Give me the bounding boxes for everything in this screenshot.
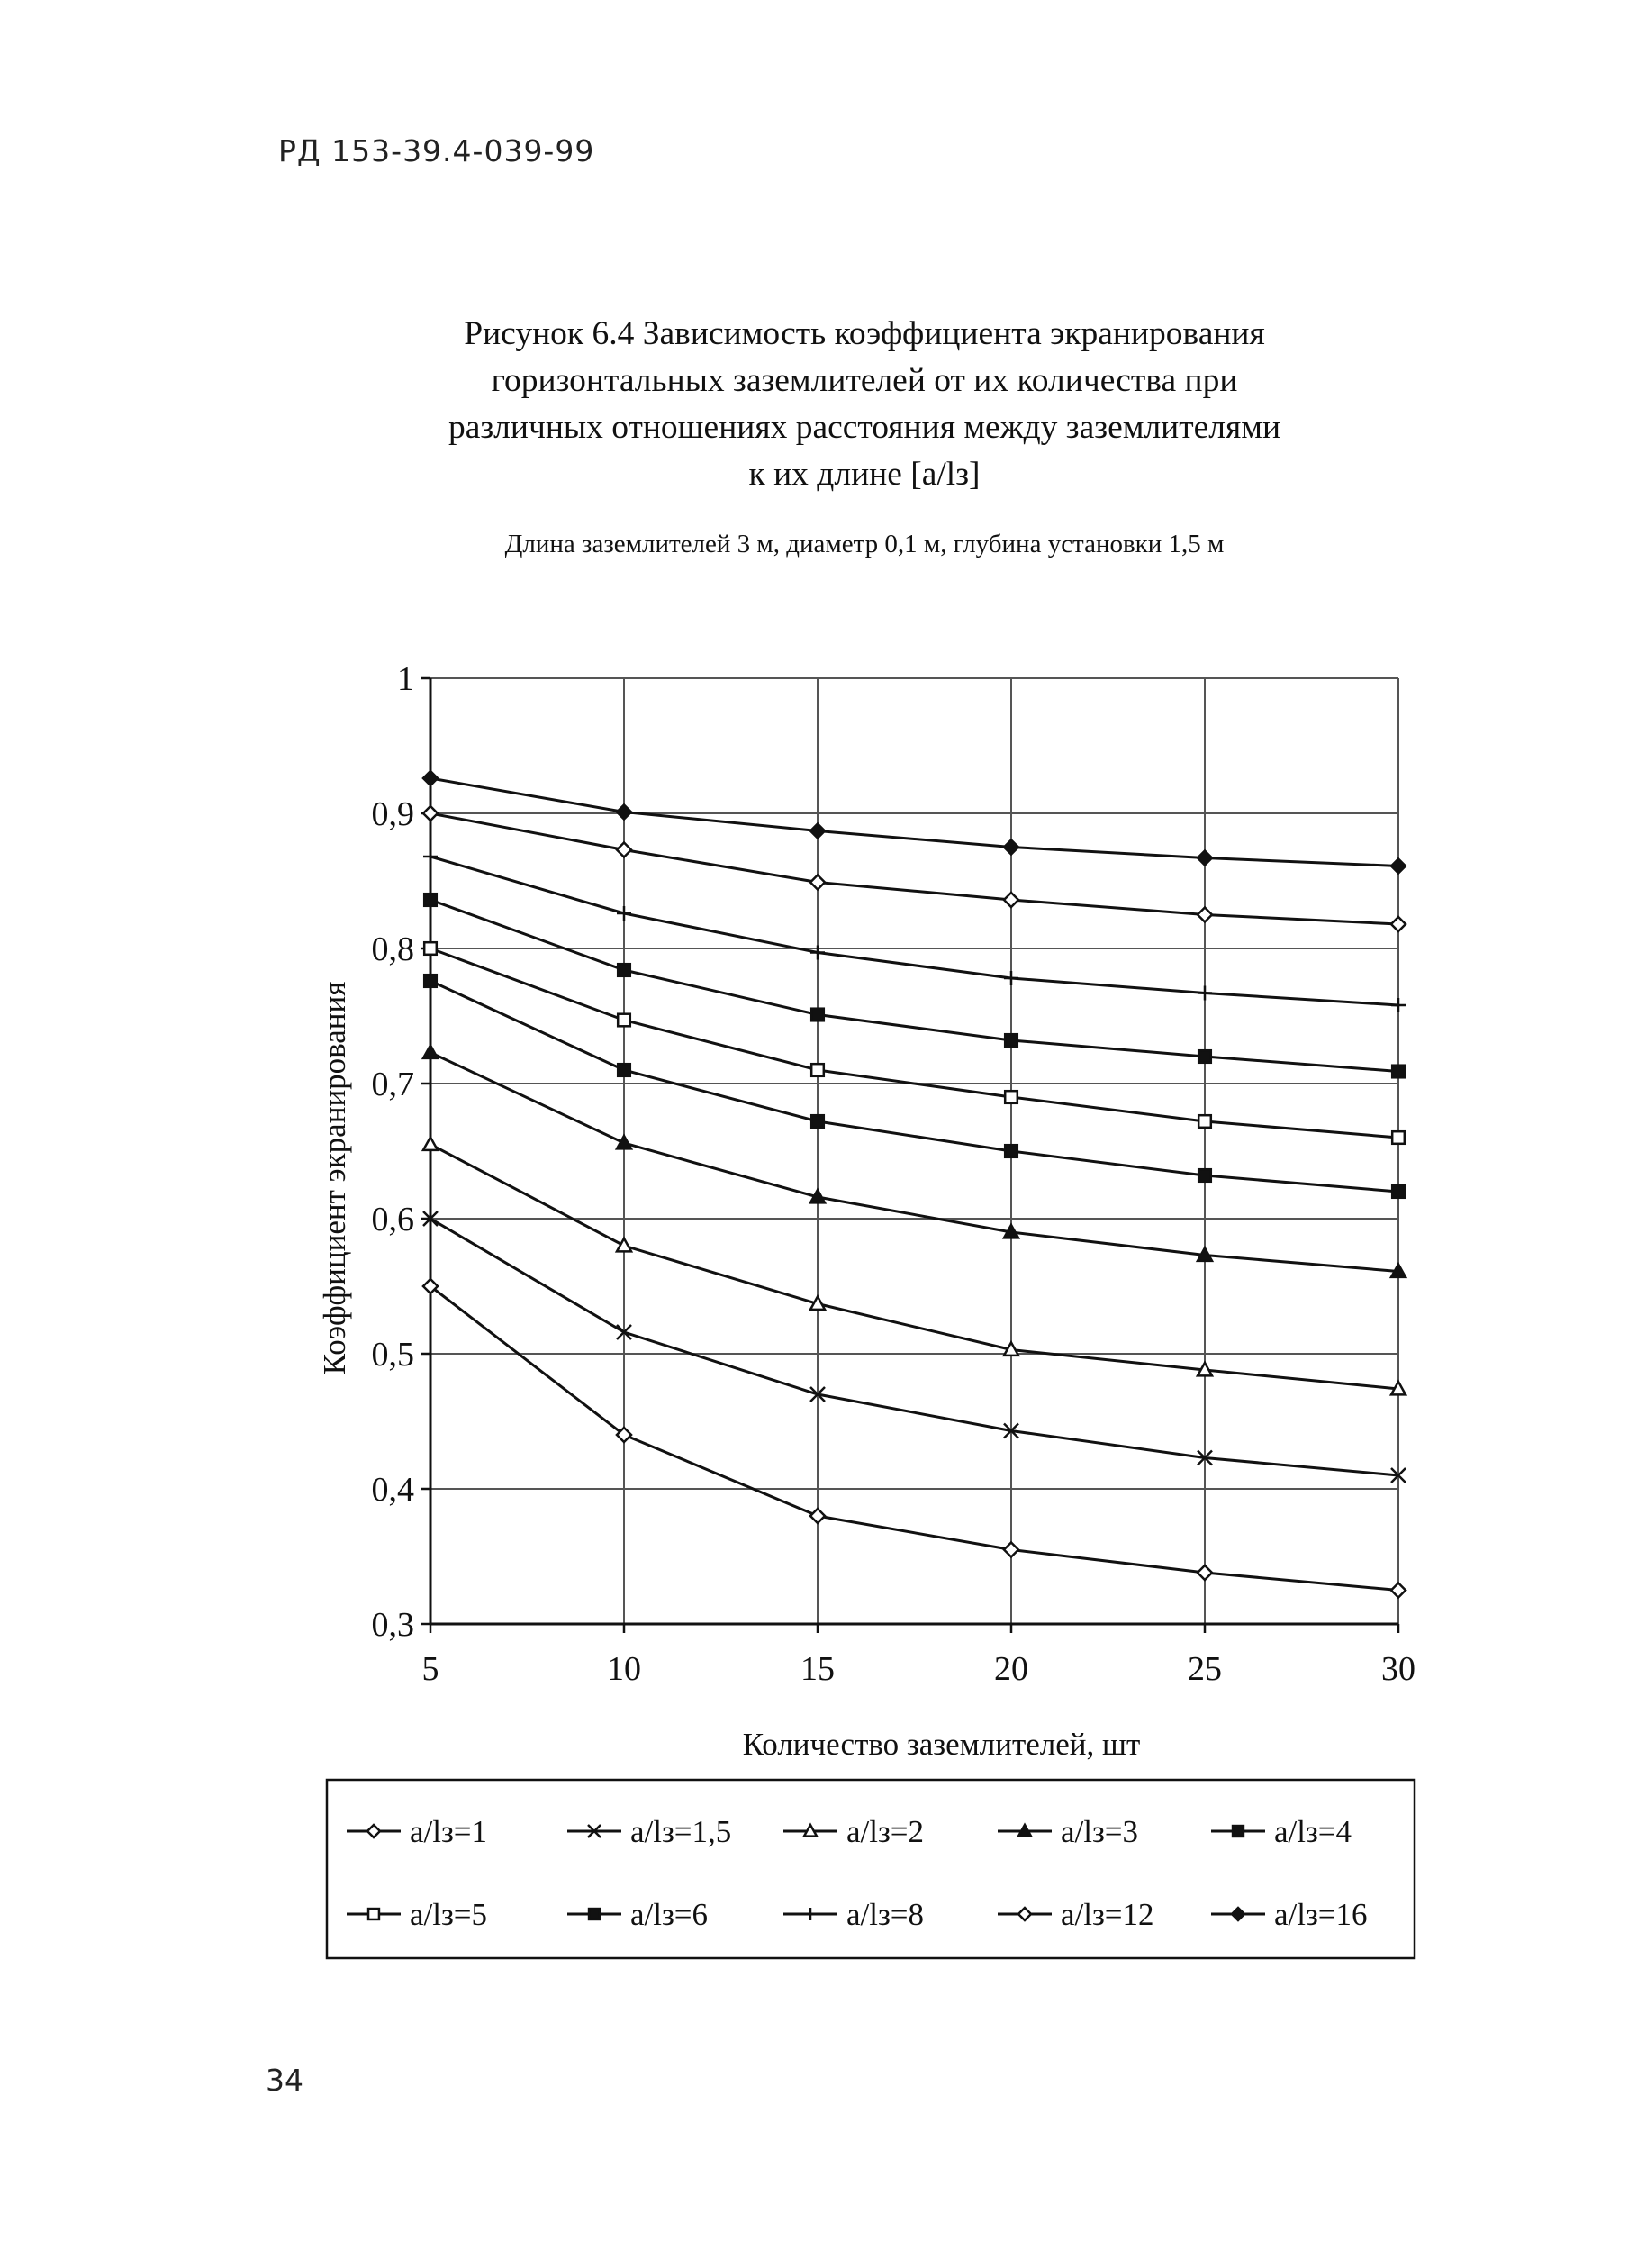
square-marker — [1005, 1145, 1018, 1157]
y-tick-label: 0,7 — [371, 1066, 414, 1103]
square-marker — [618, 1064, 630, 1076]
y-tick-label: 0,4 — [371, 1471, 414, 1509]
legend-label: a/lз=2 — [846, 1814, 925, 1849]
triangle-marker — [617, 1136, 631, 1148]
series — [423, 1046, 1406, 1277]
square-marker — [811, 1009, 824, 1021]
legend-label: a/lз=12 — [1061, 1897, 1154, 1932]
series — [423, 1211, 1406, 1483]
square-marker — [1392, 1066, 1405, 1078]
diamond-marker — [1198, 908, 1212, 922]
series — [424, 894, 1405, 1077]
diamond-marker — [810, 875, 825, 890]
square-marker — [1392, 1131, 1405, 1144]
series — [423, 771, 1406, 874]
diamond-marker — [1004, 893, 1018, 907]
diamond-marker — [1391, 1583, 1406, 1598]
square-marker — [1392, 1185, 1405, 1198]
diamond-marker — [423, 771, 438, 785]
series-line — [430, 857, 1398, 1005]
square-marker — [1198, 1050, 1211, 1063]
square-marker — [1233, 1826, 1244, 1837]
x-tick-label: 10 — [607, 1650, 641, 1688]
document-code: РД 153-39.4-039-99 — [278, 133, 595, 168]
series-line — [430, 1145, 1398, 1390]
legend-label: a/lз=16 — [1274, 1897, 1368, 1932]
y-axis-title: Коэффициент экранирования — [317, 981, 352, 1375]
y-tick-label: 0,8 — [371, 930, 414, 968]
triangle-marker — [423, 1046, 438, 1058]
diamond-marker — [810, 1509, 825, 1523]
diamond-marker — [1004, 840, 1018, 855]
chart-legend — [327, 1780, 1415, 1958]
square-marker — [1005, 1091, 1018, 1103]
legend-label: a/lз=8 — [846, 1897, 925, 1932]
legend-label: a/lз=1,5 — [630, 1814, 732, 1849]
square-marker — [618, 964, 630, 976]
diamond-marker — [1391, 859, 1406, 874]
legend-label: a/lз=4 — [1274, 1814, 1352, 1849]
x-tick-label: 20 — [994, 1650, 1028, 1688]
y-tick-label: 0,6 — [371, 1201, 414, 1238]
series-line — [430, 948, 1398, 1138]
figure-title-line: к их длине [a/lз] — [748, 456, 981, 493]
series — [423, 849, 1406, 1012]
series-line — [430, 1286, 1398, 1591]
y-tick-label: 0,3 — [371, 1606, 414, 1644]
square-marker — [424, 894, 437, 906]
diamond-marker — [810, 824, 825, 839]
chart-axes — [372, 660, 1416, 1688]
series — [423, 806, 1406, 931]
figure-title-line: Рисунок 6.4 Зависимость коэффициента экранирования — [464, 315, 1265, 352]
series-line — [430, 778, 1398, 866]
series-line — [430, 813, 1398, 924]
diamond-marker — [1198, 851, 1212, 866]
diamond-marker — [1391, 917, 1406, 931]
x-tick-label: 30 — [1381, 1650, 1415, 1688]
series-line — [430, 981, 1398, 1192]
legend-label: a/lз=6 — [630, 1897, 709, 1932]
series — [424, 942, 1405, 1144]
y-tick-label: 1 — [397, 660, 414, 698]
figure-title-line: горизонтальных заземлителей от их количества при — [491, 362, 1238, 399]
triangle-marker — [617, 1238, 631, 1251]
square-marker — [811, 1115, 824, 1128]
x-axis-title: Количество заземлителей, шт — [742, 1727, 1141, 1762]
figure-title-line: различных отношениях расстояния между заземлителями — [448, 409, 1281, 446]
legend-label: a/lз=5 — [410, 1897, 488, 1932]
legend-label: a/lз=1 — [410, 1814, 488, 1849]
series-line — [430, 900, 1398, 1072]
diamond-marker — [1004, 1543, 1018, 1557]
series-line — [430, 1219, 1398, 1475]
diamond-marker — [1198, 1565, 1212, 1580]
series-line — [430, 1053, 1398, 1272]
diamond-marker — [423, 806, 438, 821]
y-tick-label: 0,9 — [371, 795, 414, 833]
square-marker — [368, 1909, 379, 1919]
square-marker — [1005, 1034, 1018, 1047]
page-number: 34 — [266, 2063, 303, 2098]
square-marker — [589, 1909, 600, 1919]
series — [423, 1138, 1406, 1395]
chart-series — [423, 771, 1406, 1598]
y-tick-label: 0,5 — [371, 1336, 414, 1374]
square-marker — [424, 975, 437, 987]
figure-subtitle: Длина заземлителей 3 м, диаметр 0,1 м, глубина установки 1,5 м — [504, 530, 1225, 558]
x-tick-label: 5 — [421, 1650, 439, 1688]
x-tick-label: 25 — [1188, 1650, 1222, 1688]
diamond-marker — [617, 843, 631, 857]
triangle-marker — [423, 1138, 438, 1150]
square-marker — [618, 1014, 630, 1027]
square-marker — [811, 1064, 824, 1076]
square-marker — [424, 942, 437, 955]
chart-grid — [430, 678, 1398, 1624]
diamond-marker — [617, 805, 631, 820]
series — [424, 975, 1405, 1198]
square-marker — [1198, 1115, 1211, 1128]
x-tick-label: 15 — [800, 1650, 835, 1688]
legend-label: a/lз=3 — [1061, 1814, 1139, 1849]
square-marker — [1198, 1169, 1211, 1182]
